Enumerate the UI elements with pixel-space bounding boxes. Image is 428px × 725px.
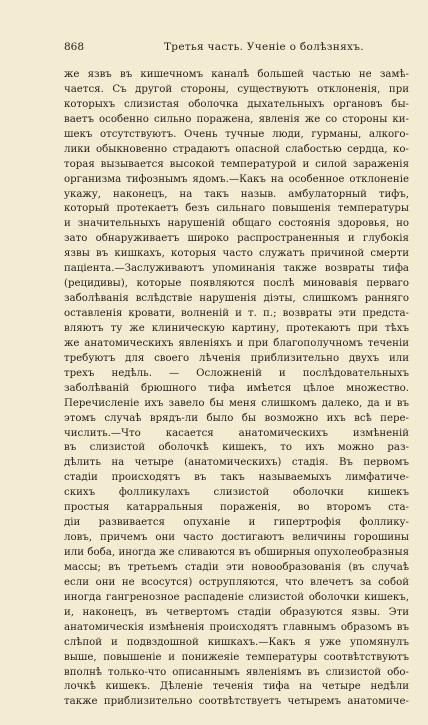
body-text xyxy=(64,68,409,725)
text-line: если они не всосутся) острупляются, что влечетъ за собой xyxy=(64,576,409,588)
text-line: торая вызывается высокой температурой и силой зараженія xyxy=(64,158,409,170)
text-line: ваетъ особенно сильно поражена, явленія же со стороны ки- xyxy=(64,113,409,125)
text-line: же анатомическихъ явленіяхъ и при благополучномъ теченіи xyxy=(64,337,409,349)
text-line: иногда гангренозное распаденіе слизистой оболочки кишекъ, xyxy=(64,591,409,603)
text-line: простыя катарральныя пораженія, во второмъ ста- xyxy=(64,502,409,514)
text-line: язвы въ кишкахъ, которыя часто служатъ причиной смерти xyxy=(64,248,409,260)
text-line: укажу, наконецъ, на такъ назыв. амбулаторный тифъ, xyxy=(64,188,409,200)
text-line: ловъ, причемъ они часто достигаютъ величины горошины xyxy=(64,532,409,544)
text-line: выше, повышеніе и понижеяіе температуры соотвѣтствуютъ xyxy=(64,651,409,663)
text-line: же язвъ въ кишечномъ каналѣ большей частью не замѣ- xyxy=(64,69,409,80)
text-line: или боба, иногда же сливаются въ обширныя опухолеобразныя xyxy=(64,547,409,558)
text-line: въ слизистой оболочкѣ кишекъ, то ихъ можно раз- xyxy=(64,442,409,454)
text-line: слѣпой и подвздошной кишкахъ.—Какъ я уже упомянулъ xyxy=(64,636,409,648)
text-line: и, наконецъ, въ четвертомъ стадіи образуются язвы. Эти xyxy=(64,606,409,618)
text-line: паціента.—Заслуживаютъ упоминанія также возвраты тифа xyxy=(64,263,409,275)
text-line: зато обнаруживаетъ широко распространенныя и глубокія xyxy=(64,233,409,245)
text-line: оставленія кровати, волненій и т. п.; возвраты эти предста- xyxy=(64,308,409,319)
text-line: также приблизительно соотвѣтствуетъ четыремъ анатомиче- xyxy=(64,696,409,708)
text-line: скихъ фолликулахъ слизистой оболочки кишекъ xyxy=(64,487,409,499)
text-line: шекъ отсутствуютъ. Очень тучные люди, гурманы, алкого- xyxy=(64,128,409,140)
text-line: которыхъ слизистая оболочка дыхательныхъ органовъ бы- xyxy=(64,98,409,110)
text-line: чается. Съ другой стороны, существуютъ отклоненія, при xyxy=(64,83,409,95)
text-line: лочкѣ кишекъ. Дѣленіе теченія тифа на четыре недѣли xyxy=(64,681,409,693)
text-line: трехъ недѣль. — Осложненій и послѣдовательныхъ xyxy=(64,367,409,379)
text-line: стадіи происходятъ въ такъ называемыхъ лимфатиче- xyxy=(64,472,409,484)
text-line: требуютъ для своего лѣченія приблизительно двухъ или xyxy=(64,352,409,364)
text-line: и значительныхъ нарушеній общаго состоянія здоровья, но xyxy=(64,218,409,230)
text-line: діи развивается опуханіе и гипертрофія фоллику- xyxy=(64,517,409,529)
text-line: лики обыкновенно страдаютъ опасной слабостью сердца, ко- xyxy=(64,143,409,155)
text-line: заболѣванія вслѣдствіе нарушенія діэты, слишкомъ ранняго xyxy=(64,293,409,305)
text-line: этомъ случаѣ врядъ-ли было бы возможно ихъ всѣ пере- xyxy=(64,412,409,424)
text-line: числить.—Что касается анатомическихъ измѣненій xyxy=(64,427,409,439)
running-title: Третья часть. Ученiе о болѣзняхъ. xyxy=(164,41,364,53)
text-line: организма тифознымъ ядомъ.—Какъ на особенное отклоненіе xyxy=(64,173,409,185)
text-line: (рецидивы), которые появляются послѣ миновавія перваго xyxy=(64,278,409,290)
text-line: дѣлить на четыре (анатомическихъ) стадія. Въ первомъ xyxy=(64,457,409,469)
text-line: который протекаетъ безъ сильнаго повышенія температуры xyxy=(64,203,409,215)
text-line: анатомическія измѣненія происходятъ главнымъ образомъ въ xyxy=(64,621,409,633)
page-number: 868 xyxy=(64,41,85,53)
text-line: Перечисленіе ихъ завело бы меня слишкомъ далеко, да и въ xyxy=(64,397,409,409)
text-line: вляютъ ту же клиническую картину, протекаютъ при тѣхъ xyxy=(64,322,409,334)
text-line: массы; въ третьемъ стадіи эти новообразованія (въ случаѣ xyxy=(64,561,409,573)
text-line: вполнѣ только-что описаннымъ явленіямъ въ слизистой обо- xyxy=(64,666,409,678)
text-line xyxy=(64,710,409,725)
text-line: заболѣваній брюшного тифа имѣется цѣлое множество. xyxy=(64,382,409,394)
page-header xyxy=(64,40,404,54)
